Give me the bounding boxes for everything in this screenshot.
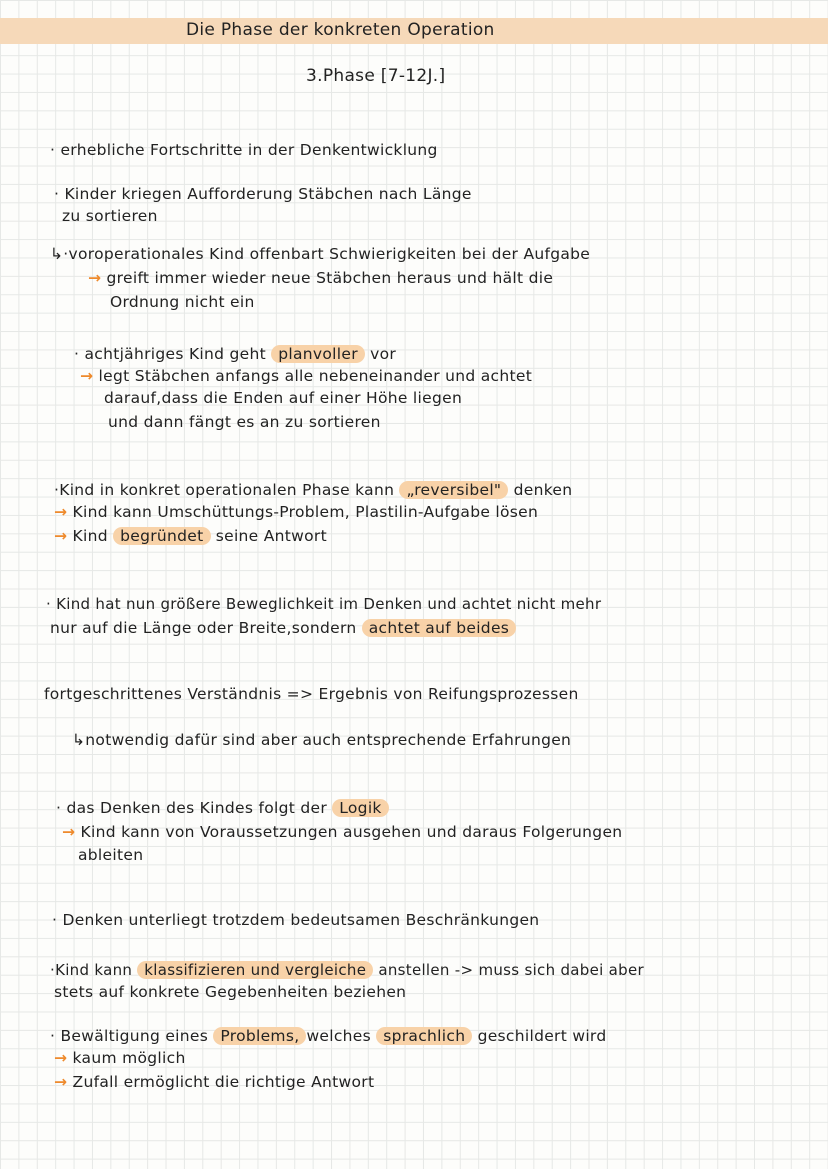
note-line bbox=[50, 960, 644, 980]
note-text: greift immer wieder neue Stäbchen heraus und hält die bbox=[106, 269, 554, 287]
note-text: Kind kann Umschüttungs-Problem, Plastilin-Aufgabe lösen bbox=[72, 503, 539, 521]
note-line: Ordnung nicht ein bbox=[110, 293, 255, 311]
note-line bbox=[54, 502, 538, 522]
note-line: · Kinder kriegen Aufforderung Stäbchen nach Länge bbox=[54, 185, 472, 203]
note-line: · erhebliche Fortschritte in der Denkentwicklung bbox=[50, 141, 438, 159]
note-text: Kind bbox=[72, 527, 108, 545]
note-line: ableiten bbox=[78, 846, 144, 864]
note-text: geschildert wird bbox=[477, 1027, 607, 1045]
note-line bbox=[54, 1048, 186, 1068]
note-line bbox=[54, 480, 572, 500]
note-line bbox=[80, 366, 532, 386]
note-line bbox=[54, 1072, 374, 1092]
return-arrow-icon: ↳ bbox=[50, 245, 64, 263]
note-text: notwendig dafür sind aber auch entsprechende Erfahrungen bbox=[85, 731, 572, 749]
highlighted-text: Logik bbox=[332, 799, 388, 817]
arrow-icon: → bbox=[80, 367, 94, 385]
note-line: · Kind hat nun größere Beweglichkeit im Denken und achtet nicht mehr bbox=[46, 595, 602, 613]
note-text: · das Denken des Kindes folgt der bbox=[56, 799, 327, 817]
note-line bbox=[50, 618, 516, 638]
note-text: vor bbox=[370, 345, 397, 363]
note-text: legt Stäbchen anfangs alle nebeneinander und achtet bbox=[98, 367, 533, 385]
highlighted-text: Problems, bbox=[213, 1027, 306, 1045]
note-line: darauf,dass die Enden auf einer Höhe liegen bbox=[104, 389, 463, 407]
arrow-icon: → bbox=[54, 503, 68, 521]
note-line: stets auf konkrete Gegebenheiten beziehen bbox=[54, 983, 407, 1001]
arrow-icon: → bbox=[62, 823, 76, 841]
page-subtitle: 3.Phase [7-12J.] bbox=[306, 66, 446, 86]
note-line bbox=[88, 268, 553, 288]
note-line bbox=[74, 344, 396, 364]
note-text: welches bbox=[306, 1027, 372, 1045]
note-line: · Denken unterliegt trotzdem bedeutsamen Beschränkungen bbox=[52, 911, 540, 929]
note-text: Zufall ermöglicht die richtige Antwort bbox=[72, 1073, 375, 1091]
note-text: seine Antwort bbox=[215, 527, 327, 545]
note-text: ·Kind in konkret operationalen Phase kann bbox=[54, 481, 395, 499]
note-text: ·voroperationales Kind offenbart Schwierigkeiten bei der Aufgabe bbox=[63, 245, 591, 263]
note-line: und dann fängt es an zu sortieren bbox=[108, 413, 381, 431]
note-text: Kind kann von Voraussetzungen ausgehen und daraus Folgerungen bbox=[80, 823, 623, 841]
arrow-icon: → bbox=[54, 1073, 68, 1091]
note-text: denken bbox=[513, 481, 573, 499]
highlighted-text: begründet bbox=[113, 527, 210, 545]
arrow-icon: → bbox=[54, 1049, 68, 1067]
arrow-icon: → bbox=[54, 527, 68, 545]
note-line bbox=[72, 730, 571, 750]
highlighted-text: sprachlich bbox=[376, 1027, 472, 1045]
note-text: nur auf die Länge oder Breite,sondern bbox=[50, 619, 357, 637]
note-text: · Bewältigung eines bbox=[50, 1027, 209, 1045]
note-text: · achtjähriges Kind geht bbox=[74, 345, 266, 363]
note-line: zu sortieren bbox=[62, 207, 158, 225]
note-line bbox=[50, 1026, 606, 1046]
note-line bbox=[50, 244, 590, 264]
highlighted-text: achtet auf beides bbox=[362, 619, 516, 637]
arrow-icon: → bbox=[88, 269, 102, 287]
note-text: anstellen -> muss sich dabei aber bbox=[378, 961, 644, 979]
note-line bbox=[56, 798, 389, 818]
note-text: ·Kind kann bbox=[50, 961, 133, 979]
highlighted-text: planvoller bbox=[271, 345, 365, 363]
highlighted-text: „reversibel" bbox=[399, 481, 508, 499]
return-arrow-icon: ↳ bbox=[72, 731, 86, 749]
note-line: fortgeschrittenes Verständnis => Ergebnis von Reifungsprozessen bbox=[44, 685, 579, 703]
note-line bbox=[54, 526, 327, 546]
highlighted-text: klassifizieren und vergleiche bbox=[137, 961, 373, 979]
note-line bbox=[62, 822, 622, 842]
page-title: Die Phase der konkreten Operation bbox=[186, 20, 495, 40]
note-text: kaum möglich bbox=[72, 1049, 186, 1067]
